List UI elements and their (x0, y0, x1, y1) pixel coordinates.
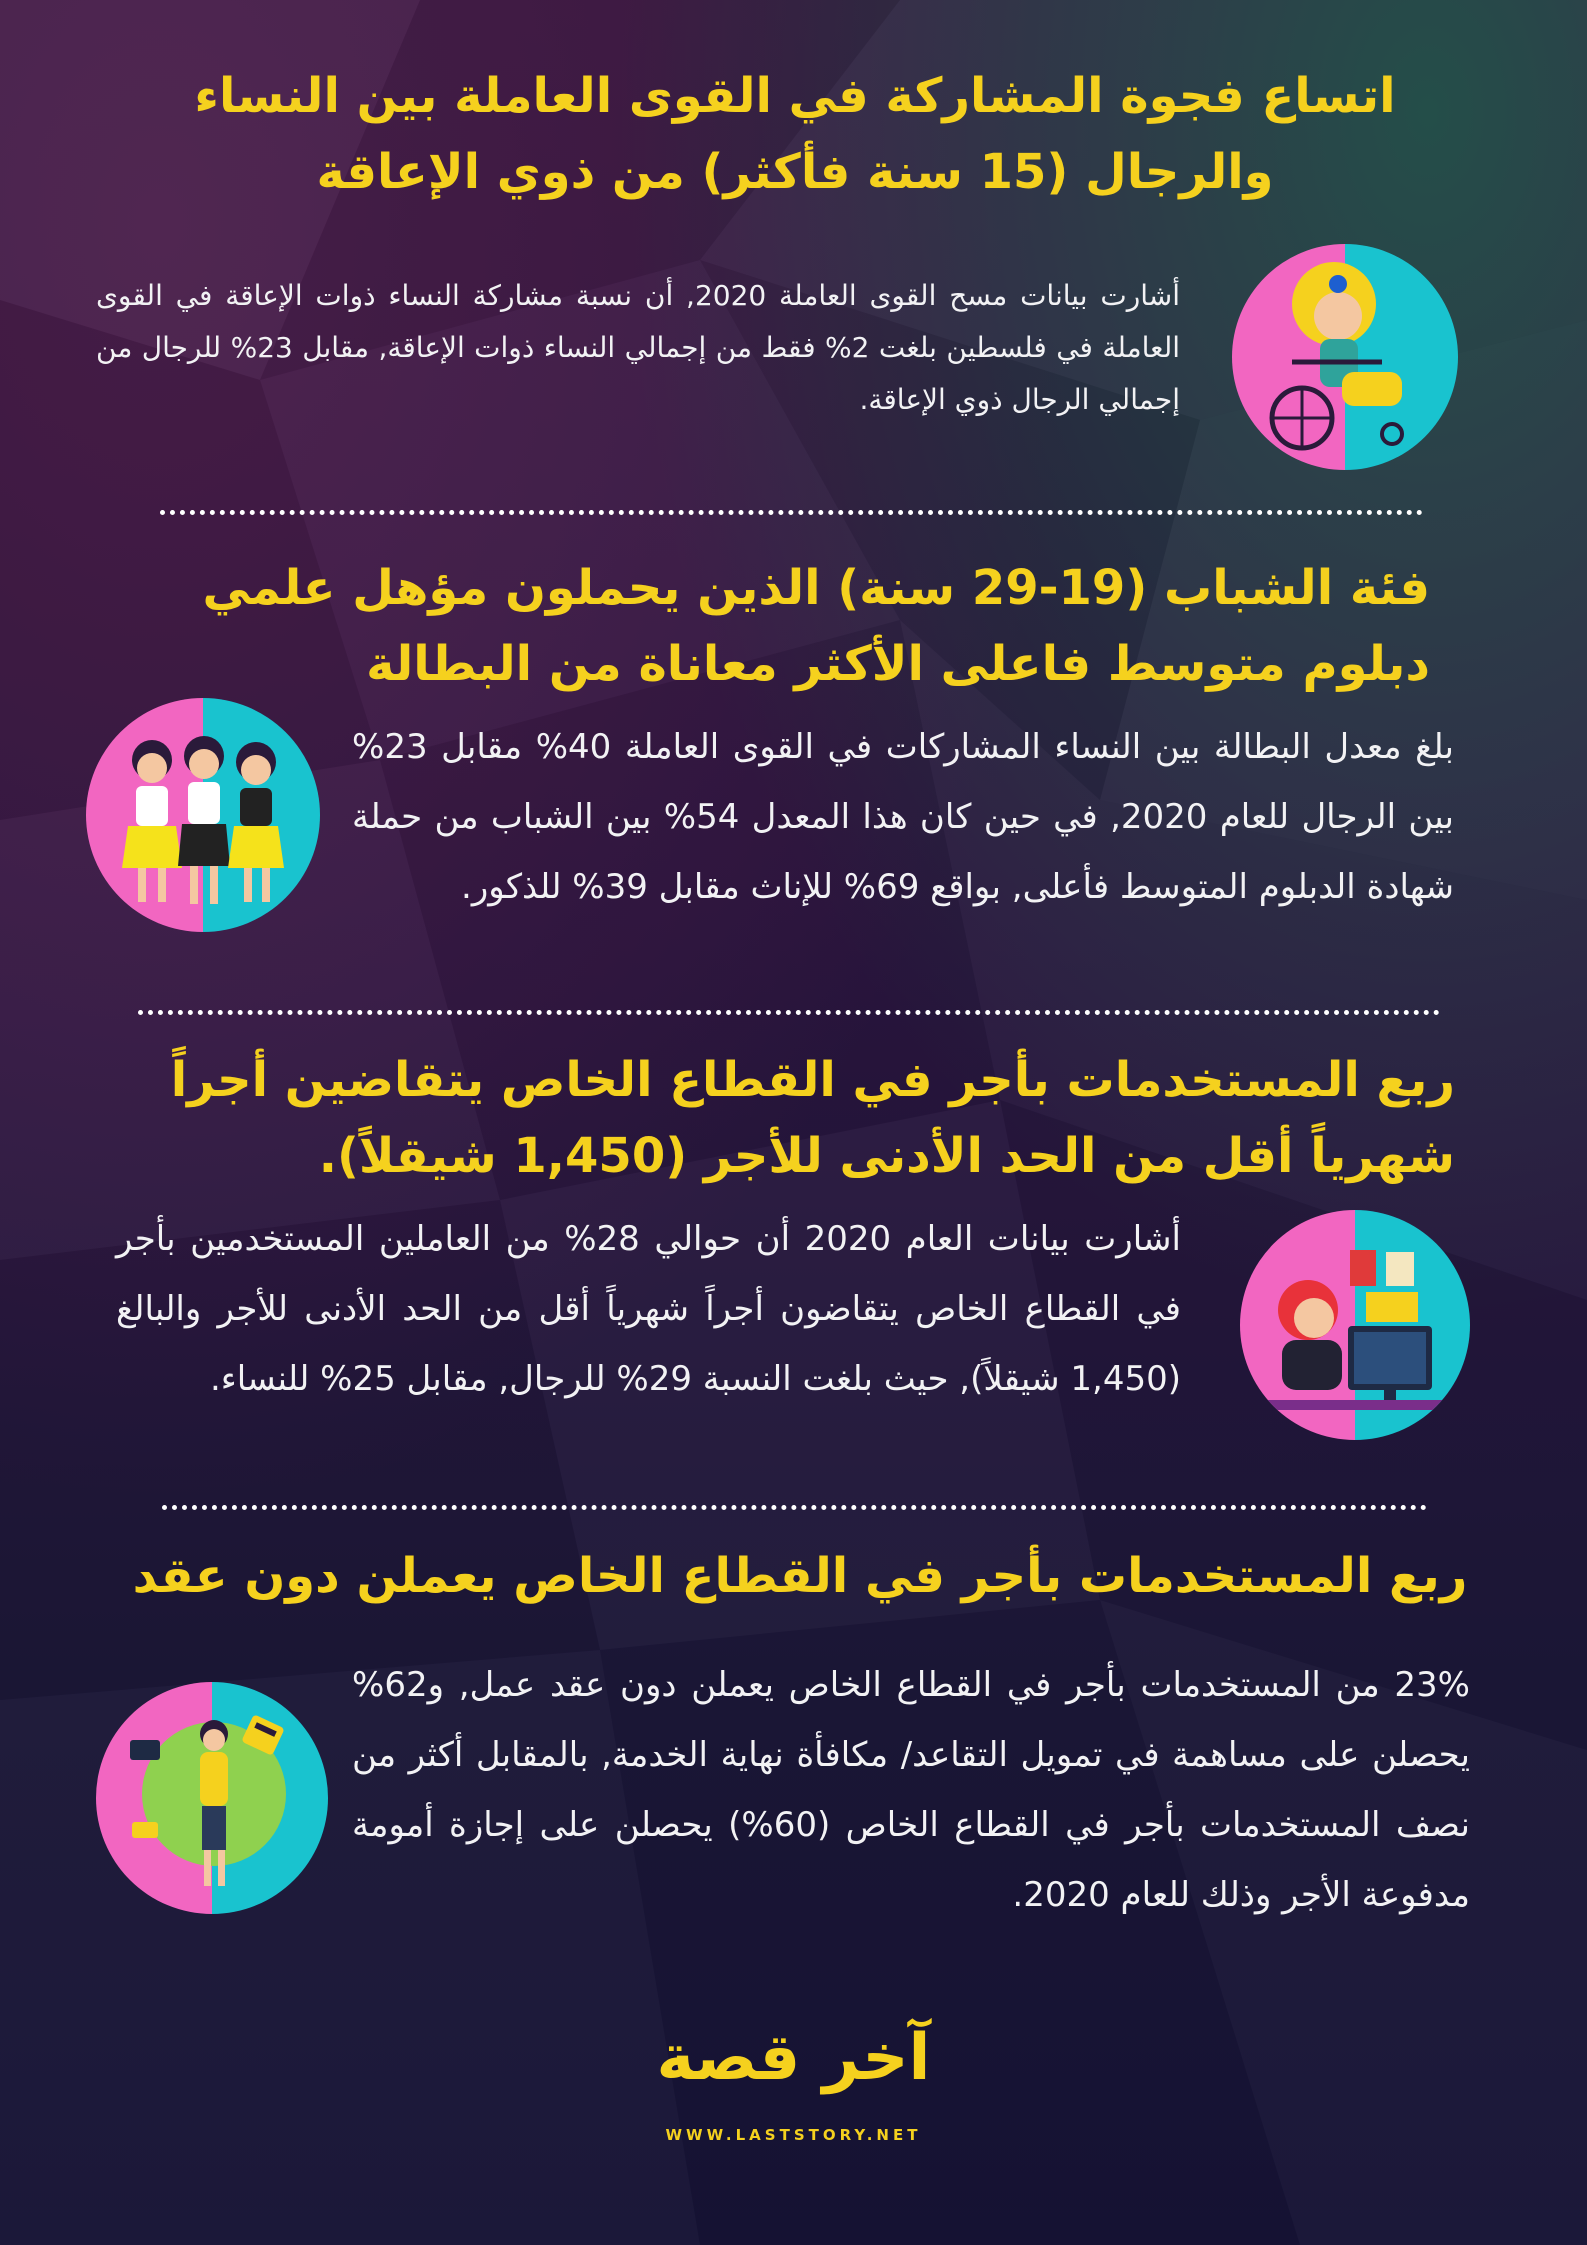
woman-wheelchair-icon (1232, 244, 1458, 470)
section-4-body: 23% من المستخدمات بأجر في القطاع الخاص يعملن دون عقد عمل, و62% يحصلن على مساهمة في تمويل التقاعد/ مكافأة نهاية الخدمة, بالمقابل أكثر من نصف المستخدمات بأجر في القطاع الخاص (60%) يحصلن على إجازة أمومة مدفوعة الأجر وذلك للعام 2020. (352, 1665, 1470, 1915)
section-1-body: أشارت بيانات مسح القوى العاملة 2020, أن نسبة مشاركة النساء ذوات الإعاقة في القوى العاملة في فلسطين بلغت 2% فقط من إجمالي النساء ذوات الإعاقة, مقابل 23% للرجال من إجمالي الرجال ذوي الإعاقة. (96, 279, 1180, 416)
students-group-icon (86, 698, 320, 932)
section-3-heading: ربع المستخدمات بأجر في القطاع الخاص يتقاضين أجراً شهرياً أقل من الحد الأدنى للأجر (1,450 شيقلاً). (170, 1052, 1455, 1184)
section-2-heading: فئة الشباب (19-29 سنة) الذين يحملون مؤهل علمي دبلوم متوسط فاعلى الأكثر معاناة من البطالة (202, 560, 1430, 692)
woman-worker-icon (96, 1682, 328, 1914)
brand-logo: آخر قصة (656, 2021, 931, 2095)
office-worker-icon (1240, 1210, 1470, 1440)
divider (160, 510, 1423, 515)
divider (162, 1505, 1427, 1510)
section-2-body: بلغ معدل البطالة بين النساء المشاركات في القوى العاملة 40% مقابل 23% بين الرجال للعام 2020, في حين كان هذا المعدل 54% بين الشباب من حملة شهادة الدبلوم المتوسط فأعلى, بواقع 69% للإناث مقابل 39% للذكور. (352, 727, 1454, 907)
divider (138, 1010, 1440, 1015)
website-url[interactable]: WWW.LASTSTORY.NET (665, 2126, 922, 2144)
section-3-body: أشارت بيانات العام 2020 أن حوالي 28% من العاملين المستخدمين بأجر في القطاع الخاص يتقاضون أجراً شهرياً أقل من الحد الأدنى للأجر والبالغ (1,450 شيقلاً), حيث بلغت النسبة 29% للرجال, مقابل 25% للنساء. (116, 1219, 1181, 1399)
section-1-heading: اتساع فجوة المشاركة في القوى العاملة بين النساء والرجال (15 سنة فأكثر) من ذوي الإعاقة (194, 68, 1396, 200)
section-4-heading: ربع المستخدمات بأجر في القطاع الخاص يعملن دون عقد (132, 1548, 1468, 1604)
